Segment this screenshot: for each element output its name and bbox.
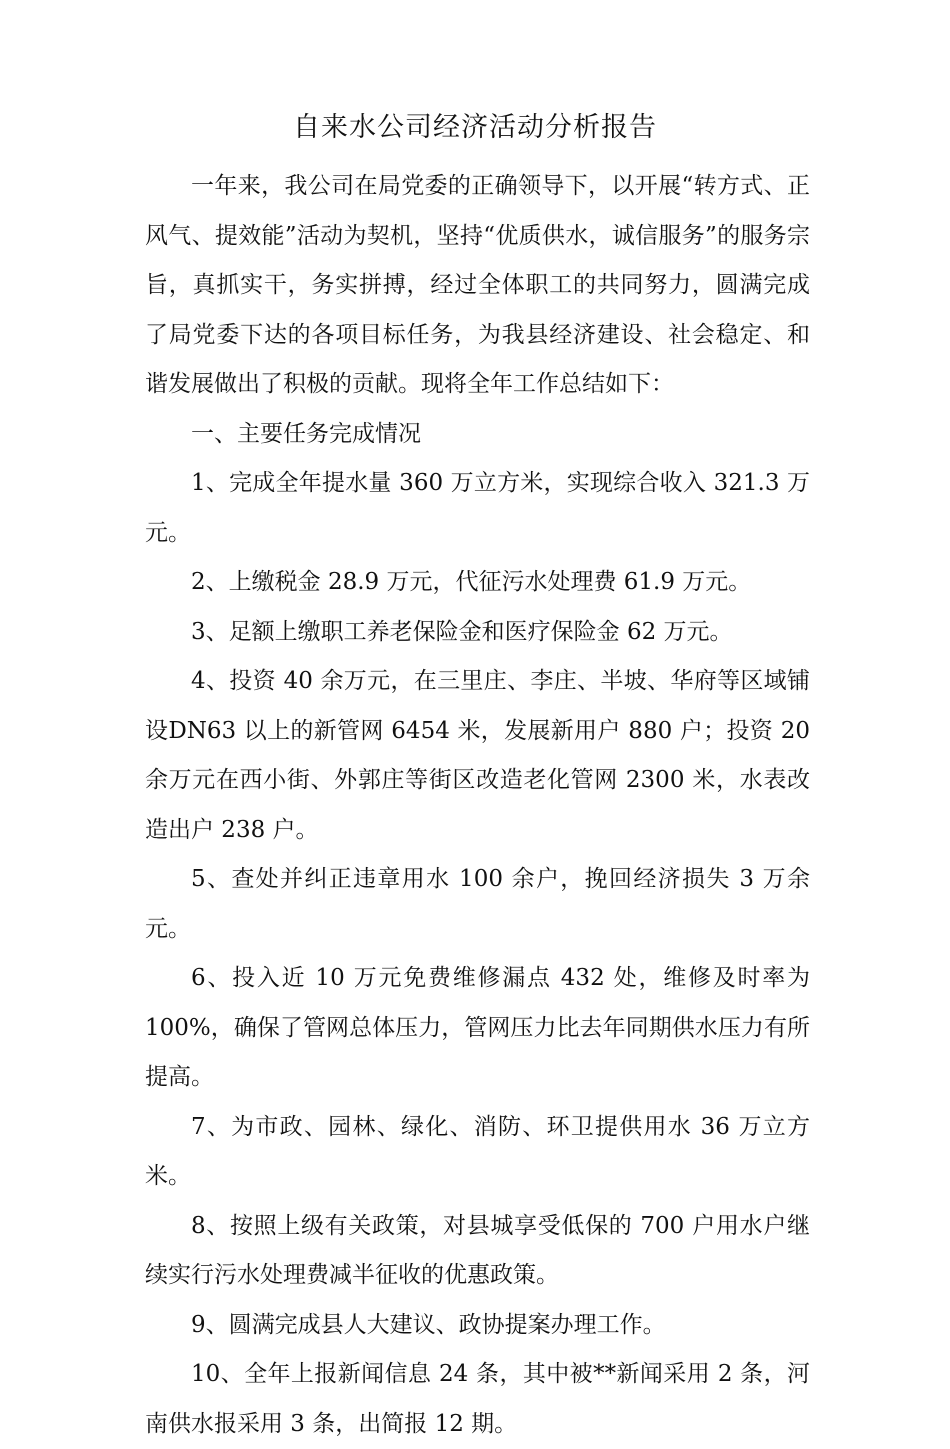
list-item: 8、按照上级有关政策，对县城享受低保的 700 户用水户继续实行污水处理费减半征收的优惠政策。 bbox=[145, 1212, 810, 1288]
list-item: 10、全年上报新闻信息 24 条，其中被**新闻采用 2 条，河南供水报采用 3 条，出简报 12 期。 bbox=[145, 1361, 810, 1437]
list-item: 1、完成全年提水量 360 万立方米，实现综合收入 321.3 万元。 bbox=[145, 470, 810, 546]
list-item: 3、足额上缴职工养老保险金和医疗保险金 62 万元。 bbox=[191, 618, 733, 645]
list-item: 5、查处并纠正违章用水 100 余户，挽回经济损失 3 万余元。 bbox=[145, 866, 810, 942]
document-title: 自来水公司经济活动分析报告 bbox=[293, 112, 657, 143]
list-item: 9、圆满完成县人大建议、政协提案办理工作。 bbox=[191, 1311, 666, 1338]
list-item: 2、上缴税金 28.9 万元，代征污水处理费 61.9 万元。 bbox=[191, 569, 752, 595]
list-item: 4、投资 40 余万元，在三里庄、李庄、半坡、华府等区域铺设DN63 以上的新管网 6454 米，发展新用户 880 户；投资 20 余万元在西小街、外郭庄等街区改造老化管网 2300 米，水表改造出户 238 户。 bbox=[145, 668, 810, 843]
list-item: 6、投入近 10 万元免费维修漏点 432 处，维修及时率为 100%，确保了管网总体压力，管网压力比去年同期供水压力有所提高。 bbox=[145, 965, 810, 1090]
document-body bbox=[145, 162, 810, 1449]
intro-paragraph: 一年来，我公司在局党委的正确领导下，以开展“转方式、正风气、提效能”活动为契机，坚持“优质供水，诚信服务”的服务宗旨，真抓实干，务实拼搏，经过全体职工的共同努力，圆满完成了局党委下达的各项目标任务，为我县经济建设、社会稳定、和谐发展做出了积极的贡献。现将全年工作总结如下： bbox=[145, 173, 810, 397]
section-heading: 一、主要任务完成情况 bbox=[191, 420, 421, 447]
list-item: 7、为市政、园林、绿化、消防、环卫提供用水 36 万立方米。 bbox=[145, 1113, 810, 1189]
